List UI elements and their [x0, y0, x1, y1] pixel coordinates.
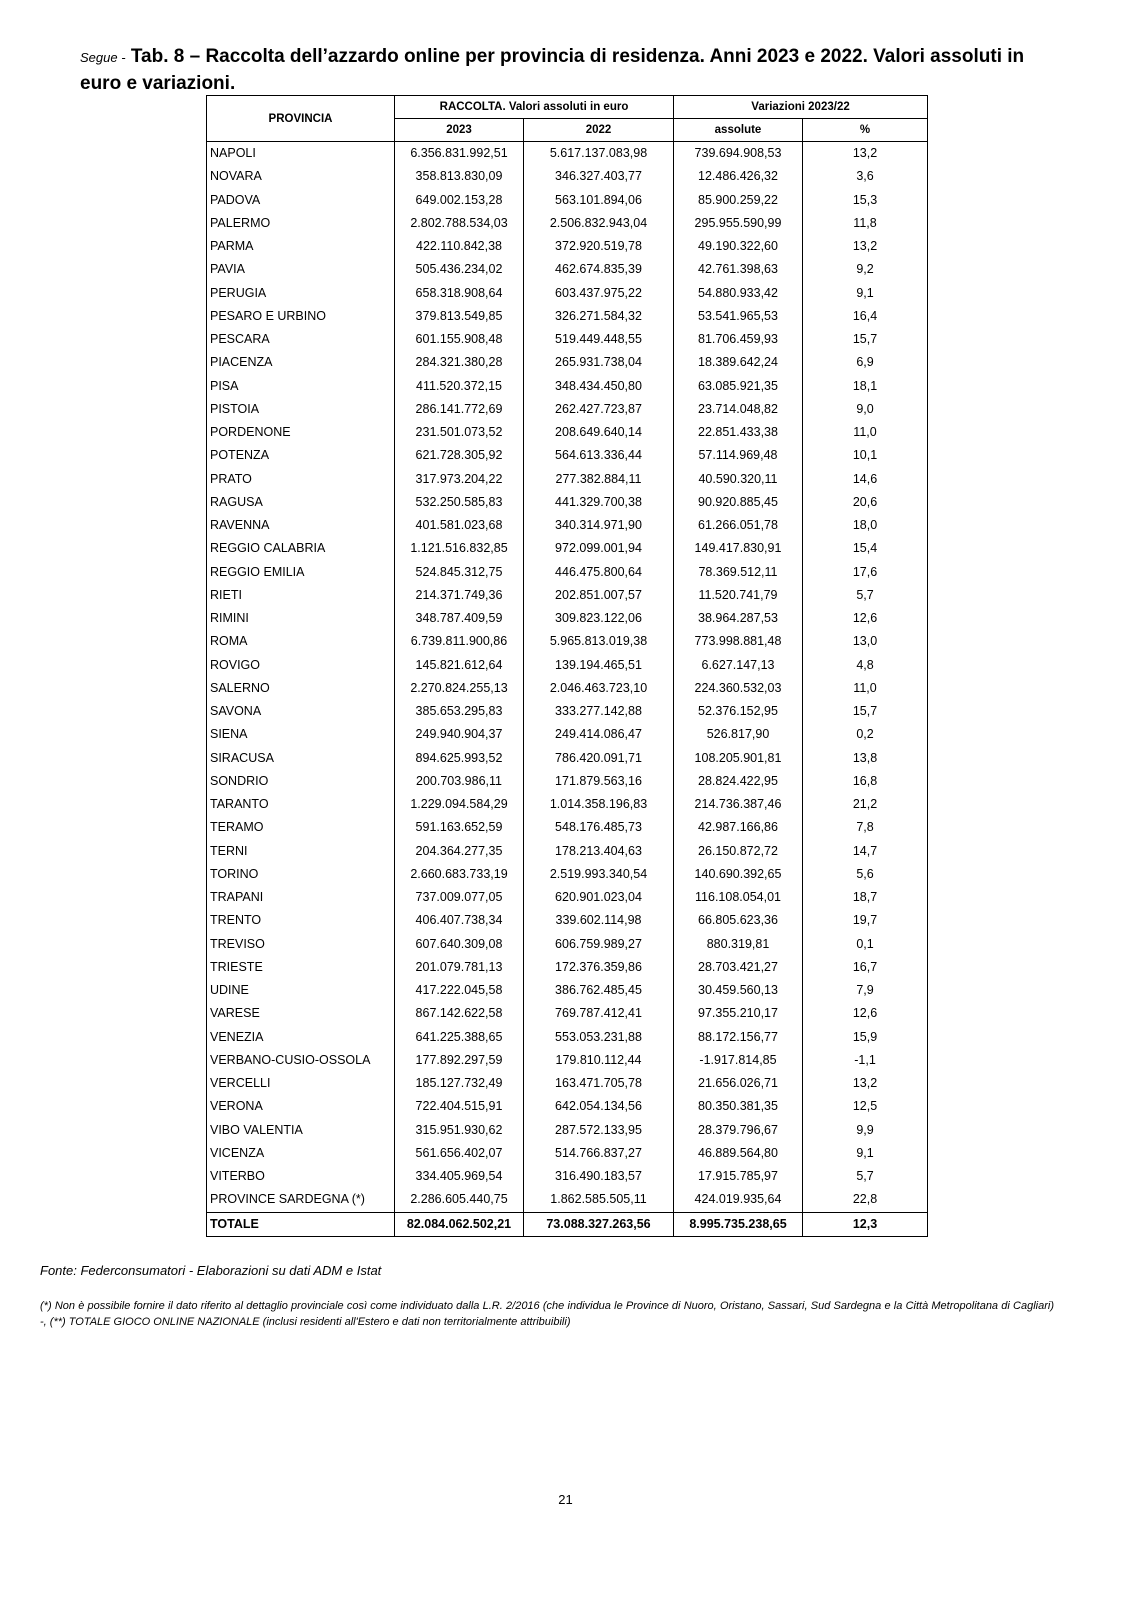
cell-2022: 603.437.975,22 [524, 282, 674, 305]
cell-percent: 21,2 [803, 793, 928, 816]
cell-percent: 7,9 [803, 979, 928, 1002]
cell-2022: 5.965.813.019,38 [524, 630, 674, 653]
cell-2023: 185.127.732,49 [395, 1072, 524, 1095]
table-header [207, 96, 928, 142]
cell-2023: 201.079.781,13 [395, 956, 524, 979]
cell-2022: 372.920.519,78 [524, 235, 674, 258]
data-table [206, 95, 928, 1237]
cell-provincia: TERAMO [207, 816, 395, 839]
cell-provincia: TRENTO [207, 909, 395, 932]
cell-assolute: 81.706.459,93 [674, 328, 803, 351]
cell-assolute: 880.319,81 [674, 933, 803, 956]
cell-provincia: VERCELLI [207, 1072, 395, 1095]
cell-percent: 5,7 [803, 1165, 928, 1188]
cell-provincia: SIENA [207, 723, 395, 746]
cell-2022: 340.314.971,90 [524, 514, 674, 537]
cell-percent: 20,6 [803, 491, 928, 514]
cell-2022: 179.810.112,44 [524, 1049, 674, 1072]
cell-assolute: 424.019.935,64 [674, 1188, 803, 1212]
cell-2023: 658.318.908,64 [395, 282, 524, 305]
table-row [207, 1072, 928, 1095]
cell-2023: 177.892.297,59 [395, 1049, 524, 1072]
title-prefix: Segue - [80, 50, 126, 65]
cell-provincia: VENEZIA [207, 1026, 395, 1049]
table-row [207, 1188, 928, 1212]
cell-provincia: PESCARA [207, 328, 395, 351]
cell-percent: 18,0 [803, 514, 928, 537]
cell-percent: 0,2 [803, 723, 928, 746]
cell-2023: 2.286.605.440,75 [395, 1188, 524, 1212]
cell-2023: 200.703.986,11 [395, 770, 524, 793]
table-row [207, 1049, 928, 1072]
cell-provincia: SONDRIO [207, 770, 395, 793]
cell-assolute: 46.889.564,80 [674, 1142, 803, 1165]
title-text: Tab. 8 – Raccolta dell’azzardo online per provincia di residenza. Anni 2023 e 2022. Valori assoluti in euro e variazioni. [80, 46, 1025, 94]
cell-2022: 620.901.023,04 [524, 886, 674, 909]
cell-2022: 339.602.114,98 [524, 909, 674, 932]
cell-assolute: 52.376.152,95 [674, 700, 803, 723]
cell-2022: 514.766.837,27 [524, 1142, 674, 1165]
cell-assolute: 8.995.735.238,65 [674, 1212, 803, 1236]
cell-provincia: SALERNO [207, 677, 395, 700]
cell-2022: 972.099.001,94 [524, 537, 674, 560]
cell-assolute: 90.920.885,45 [674, 491, 803, 514]
cell-assolute: 88.172.156,77 [674, 1026, 803, 1049]
cell-2023: 621.728.305,92 [395, 444, 524, 467]
cell-percent: 3,6 [803, 165, 928, 188]
cell-2022: 519.449.448,55 [524, 328, 674, 351]
table-row [207, 212, 928, 235]
table-row [207, 537, 928, 560]
cell-percent: 12,6 [803, 1002, 928, 1025]
cell-assolute: 295.955.590,99 [674, 212, 803, 235]
header-variazioni: Variazioni 2023/22 [674, 96, 928, 119]
cell-percent: 15,3 [803, 189, 928, 212]
cell-assolute: 78.369.512,11 [674, 561, 803, 584]
cell-assolute: 12.486.426,32 [674, 165, 803, 188]
cell-2022: 287.572.133,95 [524, 1119, 674, 1142]
cell-assolute: 526.817,90 [674, 723, 803, 746]
cell-assolute: 42.761.398,63 [674, 258, 803, 281]
cell-provincia: PRATO [207, 468, 395, 491]
cell-assolute: 28.824.422,95 [674, 770, 803, 793]
cell-provincia: PALERMO [207, 212, 395, 235]
cell-percent: 10,1 [803, 444, 928, 467]
header-percent: % [803, 119, 928, 142]
cell-assolute: 97.355.210,17 [674, 1002, 803, 1025]
cell-2023: 532.250.585,83 [395, 491, 524, 514]
cell-2022: 348.434.450,80 [524, 375, 674, 398]
cell-2023: 649.002.153,28 [395, 189, 524, 212]
table-row [207, 328, 928, 351]
header-2022: 2022 [524, 119, 674, 142]
cell-provincia: RAVENNA [207, 514, 395, 537]
table-row [207, 351, 928, 374]
cell-assolute: 116.108.054,01 [674, 886, 803, 909]
cell-assolute: 26.150.872,72 [674, 840, 803, 863]
table-row [207, 468, 928, 491]
cell-2022: 446.475.800,64 [524, 561, 674, 584]
cell-percent: 9,9 [803, 1119, 928, 1142]
table-row [207, 909, 928, 932]
cell-percent: 15,9 [803, 1026, 928, 1049]
cell-2023: 6.356.831.992,51 [395, 142, 524, 166]
cell-percent: 11,0 [803, 421, 928, 444]
cell-percent: 18,7 [803, 886, 928, 909]
cell-2022: 563.101.894,06 [524, 189, 674, 212]
cell-assolute: 40.590.320,11 [674, 468, 803, 491]
table-row [207, 840, 928, 863]
table-row [207, 747, 928, 770]
cell-assolute: 80.350.381,35 [674, 1095, 803, 1118]
cell-percent: 19,7 [803, 909, 928, 932]
table-row [207, 677, 928, 700]
page-number: 21 [558, 1492, 573, 1507]
cell-provincia: RAGUSA [207, 491, 395, 514]
cell-2023: 1.229.094.584,29 [395, 793, 524, 816]
cell-provincia: VITERBO [207, 1165, 395, 1188]
cell-provincia: ROMA [207, 630, 395, 653]
cell-provincia: PROVINCE SARDEGNA (*) [207, 1188, 395, 1212]
cell-percent: 15,7 [803, 328, 928, 351]
cell-2022: 178.213.404,63 [524, 840, 674, 863]
cell-provincia: POTENZA [207, 444, 395, 467]
cell-provincia: REGGIO EMILIA [207, 561, 395, 584]
cell-assolute: 28.379.796,67 [674, 1119, 803, 1142]
cell-provincia: PERUGIA [207, 282, 395, 305]
cell-provincia: TORINO [207, 863, 395, 886]
cell-2022: 564.613.336,44 [524, 444, 674, 467]
cell-assolute: 66.805.623,36 [674, 909, 803, 932]
cell-2023: 249.940.904,37 [395, 723, 524, 746]
cell-2023: 422.110.842,38 [395, 235, 524, 258]
cell-2022: 2.519.993.340,54 [524, 863, 674, 886]
cell-assolute: 224.360.532,03 [674, 677, 803, 700]
cell-2023: 641.225.388,65 [395, 1026, 524, 1049]
cell-2023: 417.222.045,58 [395, 979, 524, 1002]
cell-2023: 214.371.749,36 [395, 584, 524, 607]
table-body [207, 142, 928, 1237]
cell-provincia: PORDENONE [207, 421, 395, 444]
cell-provincia: NAPOLI [207, 142, 395, 166]
footnotes: (*) Non è possibile fornire il dato riferito al dettaglio provinciale così come individuato dalla L.R. 2/2016 (che individua le Province di Nuoro, Oristano, Sassari, Sud Sardegna e la Città Metropolitana di Cagliari) -, (**) TOTALE GIOCO ONLINE NAZIONALE (inclusi residenti all'Estero e dati non territorialmente attribuibili) [40, 1300, 1054, 1328]
table-row [207, 793, 928, 816]
cell-2022: 309.823.122,06 [524, 607, 674, 630]
cell-percent: 16,4 [803, 305, 928, 328]
cell-2023: 82.084.062.502,21 [395, 1212, 524, 1236]
cell-2023: 6.739.811.900,86 [395, 630, 524, 653]
cell-2022: 386.762.485,45 [524, 979, 674, 1002]
cell-2023: 1.121.516.832,85 [395, 537, 524, 560]
cell-percent: 15,4 [803, 537, 928, 560]
cell-2022: 786.420.091,71 [524, 747, 674, 770]
cell-assolute: 63.085.921,35 [674, 375, 803, 398]
cell-percent: -1,1 [803, 1049, 928, 1072]
cell-provincia: TARANTO [207, 793, 395, 816]
cell-2023: 231.501.073,52 [395, 421, 524, 444]
cell-assolute: 49.190.322,60 [674, 235, 803, 258]
cell-percent: 11,0 [803, 677, 928, 700]
cell-2023: 524.845.312,75 [395, 561, 524, 584]
table-row [207, 863, 928, 886]
cell-provincia: TREVISO [207, 933, 395, 956]
table-row [207, 933, 928, 956]
table-row [207, 375, 928, 398]
source-note: Fonte: Federconsumatori - Elaborazioni su dati ADM e Istat [40, 1263, 382, 1278]
table-row [207, 816, 928, 839]
cell-provincia: PADOVA [207, 189, 395, 212]
cell-2023: 284.321.380,28 [395, 351, 524, 374]
cell-provincia: VERBANO-CUSIO-OSSOLA [207, 1049, 395, 1072]
table-row [207, 1002, 928, 1025]
cell-provincia: NOVARA [207, 165, 395, 188]
cell-percent: 12,6 [803, 607, 928, 630]
table-row [207, 305, 928, 328]
cell-2023: 401.581.023,68 [395, 514, 524, 537]
cell-provincia: PISTOIA [207, 398, 395, 421]
cell-assolute: 773.998.881,48 [674, 630, 803, 653]
cell-2023: 867.142.622,58 [395, 1002, 524, 1025]
cell-2022: 139.194.465,51 [524, 654, 674, 677]
cell-2022: 606.759.989,27 [524, 933, 674, 956]
cell-2023: 411.520.372,15 [395, 375, 524, 398]
cell-assolute: 11.520.741,79 [674, 584, 803, 607]
cell-2022: 262.427.723,87 [524, 398, 674, 421]
cell-2023: 348.787.409,59 [395, 607, 524, 630]
cell-2022: 769.787.412,41 [524, 1002, 674, 1025]
table-row [207, 398, 928, 421]
cell-2023: 2.660.683.733,19 [395, 863, 524, 886]
cell-assolute: 18.389.642,24 [674, 351, 803, 374]
cell-provincia: PESARO E URBINO [207, 305, 395, 328]
cell-assolute: 38.964.287,53 [674, 607, 803, 630]
header-2023: 2023 [395, 119, 524, 142]
cell-provincia: PISA [207, 375, 395, 398]
table-row [207, 607, 928, 630]
cell-2022: 163.471.705,78 [524, 1072, 674, 1095]
cell-2023: 334.405.969,54 [395, 1165, 524, 1188]
cell-provincia: VICENZA [207, 1142, 395, 1165]
cell-2022: 1.014.358.196,83 [524, 793, 674, 816]
table-row [207, 1142, 928, 1165]
cell-percent: 16,7 [803, 956, 928, 979]
cell-provincia: TERNI [207, 840, 395, 863]
cell-percent: 15,7 [803, 700, 928, 723]
cell-2023: 385.653.295,83 [395, 700, 524, 723]
cell-provincia: REGGIO CALABRIA [207, 537, 395, 560]
cell-2023: 722.404.515,91 [395, 1095, 524, 1118]
cell-2023: 358.813.830,09 [395, 165, 524, 188]
cell-assolute: 140.690.392,65 [674, 863, 803, 886]
cell-2023: 601.155.908,48 [395, 328, 524, 351]
table-row [207, 584, 928, 607]
cell-assolute: 23.714.048,82 [674, 398, 803, 421]
cell-provincia: PARMA [207, 235, 395, 258]
cell-percent: 9,2 [803, 258, 928, 281]
cell-2022: 172.376.359,86 [524, 956, 674, 979]
cell-provincia: TRIESTE [207, 956, 395, 979]
cell-2023: 379.813.549,85 [395, 305, 524, 328]
cell-provincia: RIETI [207, 584, 395, 607]
total-row [207, 1212, 928, 1236]
cell-percent: 11,8 [803, 212, 928, 235]
cell-assolute: 85.900.259,22 [674, 189, 803, 212]
cell-assolute: 149.417.830,91 [674, 537, 803, 560]
cell-percent: 9,0 [803, 398, 928, 421]
cell-provincia: SIRACUSA [207, 747, 395, 770]
cell-2022: 202.851.007,57 [524, 584, 674, 607]
table-row [207, 444, 928, 467]
table-row [207, 770, 928, 793]
cell-2023: 607.640.309,08 [395, 933, 524, 956]
cell-provincia: PIACENZA [207, 351, 395, 374]
table-row [207, 700, 928, 723]
cell-percent: 22,8 [803, 1188, 928, 1212]
cell-2023: 317.973.204,22 [395, 468, 524, 491]
table-row [207, 235, 928, 258]
cell-percent: 18,1 [803, 375, 928, 398]
cell-2023: 591.163.652,59 [395, 816, 524, 839]
cell-percent: 9,1 [803, 1142, 928, 1165]
cell-assolute: 61.266.051,78 [674, 514, 803, 537]
table-row [207, 189, 928, 212]
header-provincia: PROVINCIA [207, 96, 395, 142]
table-title [80, 44, 1060, 97]
table-row [207, 282, 928, 305]
cell-2022: 1.862.585.505,11 [524, 1188, 674, 1212]
cell-provincia: TRAPANI [207, 886, 395, 909]
table-row [207, 886, 928, 909]
cell-2023: 894.625.993,52 [395, 747, 524, 770]
cell-provincia: PAVIA [207, 258, 395, 281]
table-row [207, 561, 928, 584]
cell-provincia: RIMINI [207, 607, 395, 630]
cell-percent: 12,3 [803, 1212, 928, 1236]
cell-percent: 13,2 [803, 235, 928, 258]
cell-percent: 17,6 [803, 561, 928, 584]
cell-provincia: VARESE [207, 1002, 395, 1025]
cell-2023: 737.009.077,05 [395, 886, 524, 909]
cell-provincia: VERONA [207, 1095, 395, 1118]
cell-assolute: 28.703.421,27 [674, 956, 803, 979]
cell-2022: 5.617.137.083,98 [524, 142, 674, 166]
cell-provincia: TOTALE [207, 1212, 395, 1236]
cell-assolute: 21.656.026,71 [674, 1072, 803, 1095]
cell-assolute: 22.851.433,38 [674, 421, 803, 444]
table-row [207, 142, 928, 166]
cell-percent: 5,7 [803, 584, 928, 607]
cell-percent: 5,6 [803, 863, 928, 886]
cell-2022: 553.053.231,88 [524, 1026, 674, 1049]
table-row [207, 654, 928, 677]
cell-2022: 208.649.640,14 [524, 421, 674, 444]
table-row [207, 421, 928, 444]
cell-assolute: 42.987.166,86 [674, 816, 803, 839]
cell-2023: 315.951.930,62 [395, 1119, 524, 1142]
table-row [207, 514, 928, 537]
cell-assolute: 57.114.969,48 [674, 444, 803, 467]
cell-2022: 277.382.884,11 [524, 468, 674, 491]
cell-assolute: 54.880.933,42 [674, 282, 803, 305]
cell-assolute: 108.205.901,81 [674, 747, 803, 770]
table-row [207, 491, 928, 514]
cell-assolute: 739.694.908,53 [674, 142, 803, 166]
cell-2023: 286.141.772,69 [395, 398, 524, 421]
table-row [207, 258, 928, 281]
cell-percent: 13,2 [803, 1072, 928, 1095]
cell-assolute: -1.917.814,85 [674, 1049, 803, 1072]
cell-2023: 204.364.277,35 [395, 840, 524, 863]
cell-2022: 171.879.563,16 [524, 770, 674, 793]
cell-2022: 2.046.463.723,10 [524, 677, 674, 700]
cell-2023: 2.270.824.255,13 [395, 677, 524, 700]
cell-2022: 462.674.835,39 [524, 258, 674, 281]
cell-percent: 14,6 [803, 468, 928, 491]
cell-percent: 13,8 [803, 747, 928, 770]
table-row [207, 1165, 928, 1188]
cell-2022: 441.329.700,38 [524, 491, 674, 514]
cell-percent: 13,0 [803, 630, 928, 653]
cell-2022: 73.088.327.263,56 [524, 1212, 674, 1236]
cell-percent: 6,9 [803, 351, 928, 374]
cell-provincia: ROVIGO [207, 654, 395, 677]
cell-2023: 505.436.234,02 [395, 258, 524, 281]
cell-percent: 14,7 [803, 840, 928, 863]
cell-2022: 346.327.403,77 [524, 165, 674, 188]
table-row [207, 1026, 928, 1049]
table-row [207, 956, 928, 979]
cell-percent: 4,8 [803, 654, 928, 677]
cell-percent: 7,8 [803, 816, 928, 839]
table-row [207, 165, 928, 188]
cell-2022: 326.271.584,32 [524, 305, 674, 328]
cell-percent: 9,1 [803, 282, 928, 305]
table-row [207, 979, 928, 1002]
cell-assolute: 17.915.785,97 [674, 1165, 803, 1188]
cell-2023: 145.821.612,64 [395, 654, 524, 677]
cell-percent: 0,1 [803, 933, 928, 956]
table-row [207, 1119, 928, 1142]
cell-2022: 249.414.086,47 [524, 723, 674, 746]
table-row [207, 1095, 928, 1118]
cell-2022: 316.490.183,57 [524, 1165, 674, 1188]
cell-assolute: 30.459.560,13 [674, 979, 803, 1002]
cell-2022: 2.506.832.943,04 [524, 212, 674, 235]
header-raccolta: RACCOLTA. Valori assoluti in euro [395, 96, 674, 119]
cell-2022: 265.931.738,04 [524, 351, 674, 374]
cell-2022: 642.054.134,56 [524, 1095, 674, 1118]
cell-2022: 333.277.142,88 [524, 700, 674, 723]
cell-assolute: 6.627.147,13 [674, 654, 803, 677]
cell-2023: 406.407.738,34 [395, 909, 524, 932]
cell-2023: 561.656.402,07 [395, 1142, 524, 1165]
cell-2022: 548.176.485,73 [524, 816, 674, 839]
cell-percent: 12,5 [803, 1095, 928, 1118]
cell-provincia: SAVONA [207, 700, 395, 723]
table-row [207, 723, 928, 746]
cell-percent: 16,8 [803, 770, 928, 793]
cell-percent: 13,2 [803, 142, 928, 166]
cell-provincia: UDINE [207, 979, 395, 1002]
header-assolute: assolute [674, 119, 803, 142]
cell-assolute: 214.736.387,46 [674, 793, 803, 816]
cell-provincia: VIBO VALENTIA [207, 1119, 395, 1142]
table-row [207, 630, 928, 653]
cell-assolute: 53.541.965,53 [674, 305, 803, 328]
cell-2023: 2.802.788.534,03 [395, 212, 524, 235]
